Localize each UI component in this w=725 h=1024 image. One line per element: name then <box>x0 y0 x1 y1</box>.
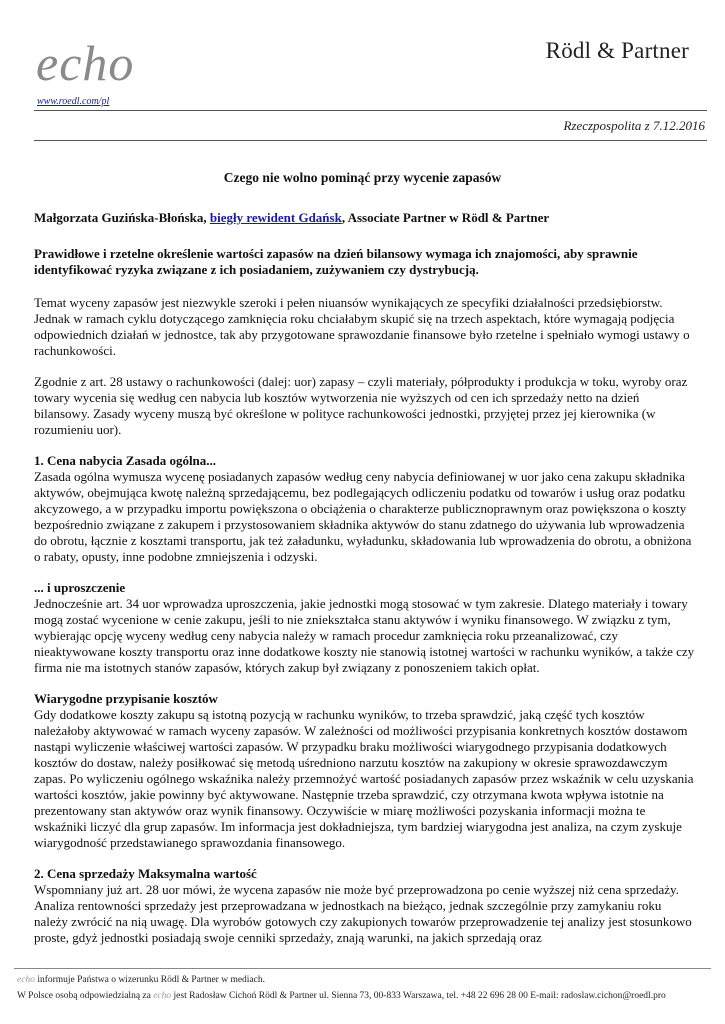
header-divider <box>34 110 707 111</box>
section-heading: ... i uproszczenie <box>34 580 126 595</box>
footer-divider <box>14 968 711 969</box>
paragraph-intro: Temat wyceny zapasów jest niezwykle szeroki i pełen niuansów wynikających ze specyfiki działalności przedsiębiorstw. Jednak w ramach cyklu dotyczącego zamknięcia roku chciałabym skupić się na trzech aspektach, które wymagają podjęcia odpowiednich działań w jednostce, tak aby przygotowane sprawozdanie finansowe było rzetelne i spełniało wymogi ustawy o rachunkowości. <box>34 295 690 358</box>
lead-paragraph: Prawidłowe i rzetelne określenie wartości zapasów na dzień bilansowy wymaga ich znajomości, aby sprawnie identyfikować ryzyka związane z ich posiadaniem, zużywaniem czy dystrybucją. <box>34 246 638 277</box>
section-heading: 1. Cena nabycia Zasada ogólna... <box>34 453 217 468</box>
paragraph-legal-basis: Zgodnie z art. 28 ustawy o rachunkowości (dalej: uor) zapasy – czyli materiały, półprodukty i produkcja w toku, wyroby oraz towary wycenia się według cen nabycia lub kosztów wytworzenia nie wyższych od cen ich sprzedaży netto na dzień bilansowy. Zasady wyceny muszą być określone w polityce rachunkowości jednostki, przyjętej przez jej kierownika (w rozumieniu uor). <box>34 374 688 437</box>
section-purchase-price <box>34 453 695 565</box>
section-heading: Wiarygodne przypisanie kosztów <box>34 691 218 706</box>
article-body <box>34 210 695 961</box>
section-text: Jednocześnie art. 34 uor wprowadza uproszczenia, jakie jednostki mogą stosować w tym zakresie. Dlatego materiały i towary mogą zostać wycenione w cenie zakupu, jeśli to nie zniekształca stanu aktywów i wyniku finansowego. W związku z tym, wybierając opcję wyceny według ceny nabycia należy w ramach procedur zamknięcia roku przeanalizować, czy nieaktywowane koszty transportu oraz inne dodatkowe koszty nie stanowią istotnej wartości w rachunku wyników, a także czy firma nie ma istotnych stanów zapasów, których zakup był związany z ponoszeniem takich opłat. <box>34 596 695 675</box>
echo-logo: echo <box>36 35 135 91</box>
section-selling-price <box>34 866 695 946</box>
footer-echo-logo: echo <box>17 975 35 985</box>
footer-text-2b: jest Radosław Cichoń Rödl & Partner ul. Sienna 73, 00-833 Warszawa, tel. +48 22 696 28 00 E-mail: radoslaw.cichon@roedl.pro <box>171 991 666 1001</box>
website-link[interactable]: www.roedl.com/pl <box>37 96 110 107</box>
section-simplification <box>34 580 695 676</box>
section-text: Zasada ogólna wymusza wycenę posiadanych zapasów według ceny nabycia definiowanej w uor jako cena zakupu składnika aktywów, obejmująca kwotę należną sprzedającemu, bez podlegających odliczeniu podatku od towarów i usług oraz podatku akcyzowego, a w przypadku importu powiększona o obciążenia o charakterze publicznoprawnym oraz powiększona o koszty bezpośrednio związane z zakupem i przystosowaniem składnika aktywów do stanu zdatnego do używania lub wprowadzenia do obrotu, łącznie z kosztami transportu, jak też załadunku, wyładunku, składowania lub wprowadzenia do obrotu, a obniżona o rabaty, opusty, inne podobne zmniejszenia i odzyski. <box>34 469 692 564</box>
header-divider-bottom <box>34 140 707 141</box>
author-name: Małgorzata Guzińska-Błońska, <box>34 210 210 225</box>
section-text: Gdy dodatkowe koszty zakupu są istotną pozycją w rachunku wyników, to trzeba sprawdzić, jaką część tych kosztów należałoby aktywować w ramach wyceny zapasów. W zależności od możliwości przypisania konkretnych kosztów dostawom nastąpi wyliczenie właściwej wartości zapasów. W przypadku braku możliwości wiarygodnego przypisania dodatkowych kosztów do dostaw, należy posiłkować się metodą uśredniono narzutu kosztów na zakupiony w okresie sprawozdawczym zapas. Po wyliczeniu ogólnego wskaźnika należy przemnożyć wartość posiadanych zapasów przez wskaźnik w celu uzyskania wartości kosztów, jakie powinny być aktywowane. Następnie trzeba sprawdzić, czy otrzymana kwota wpływa istotnie na prezentowany stan aktywów oraz wynik finansowy. Oczywiście w miarę możliwości pozyskania informacji można te wskaźniki liczyć dla grup zapasów. Im informacja jest dokładniejsza, tym bardziej wiarygodna jest analiza, na czym zyskuje wiarygodność przedstawianego sprawozdania finansowego. <box>34 707 694 850</box>
section-cost-allocation <box>34 691 695 851</box>
section-text: Wspomniany już art. 28 uor mówi, że wycena zapasów nie może być przeprowadzona po cenie wyższej niż cena sprzedaży. Analiza rentowności sprzedaży jest przeprowadzana w jednostkach na bieżąco, jednak szczególnie przy zamykaniu roku należy zwrócić na nią uwagę. Dla wyrobów gotowych czy zakupionych towarów przeprowadzenie tej analizy jest stosunkowo proste, gdyż jednostki posiadają swoje cenniki sprzedaży, znają warunki, na jakich sprzedają oraz <box>34 882 692 945</box>
section-heading: 2. Cena sprzedaży Maksymalna wartość <box>34 866 257 881</box>
footer-text-2a: W Polsce osobą odpowiedzialną za <box>17 991 154 1001</box>
footer-line-1 <box>17 972 711 988</box>
author-line <box>34 210 695 226</box>
footer-echo-logo-2: echo <box>153 991 172 1001</box>
footer <box>17 972 711 1004</box>
author-link[interactable]: biegły rewident Gdańsk <box>209 210 342 225</box>
author-role: , Associate Partner w Rödl & Partner <box>341 210 550 225</box>
article-title: Czego nie wolno pominąć przy wycenie zapasów <box>223 170 502 185</box>
footer-text-1: informuje Państwa o wizerunku Rödl & Partner w mediach. <box>34 975 265 985</box>
footer-line-2 <box>17 988 711 1004</box>
source-date: Rzeczpospolita z 7.12.2016 <box>563 118 705 133</box>
brand-logo: Rödl & Partner <box>545 38 689 63</box>
